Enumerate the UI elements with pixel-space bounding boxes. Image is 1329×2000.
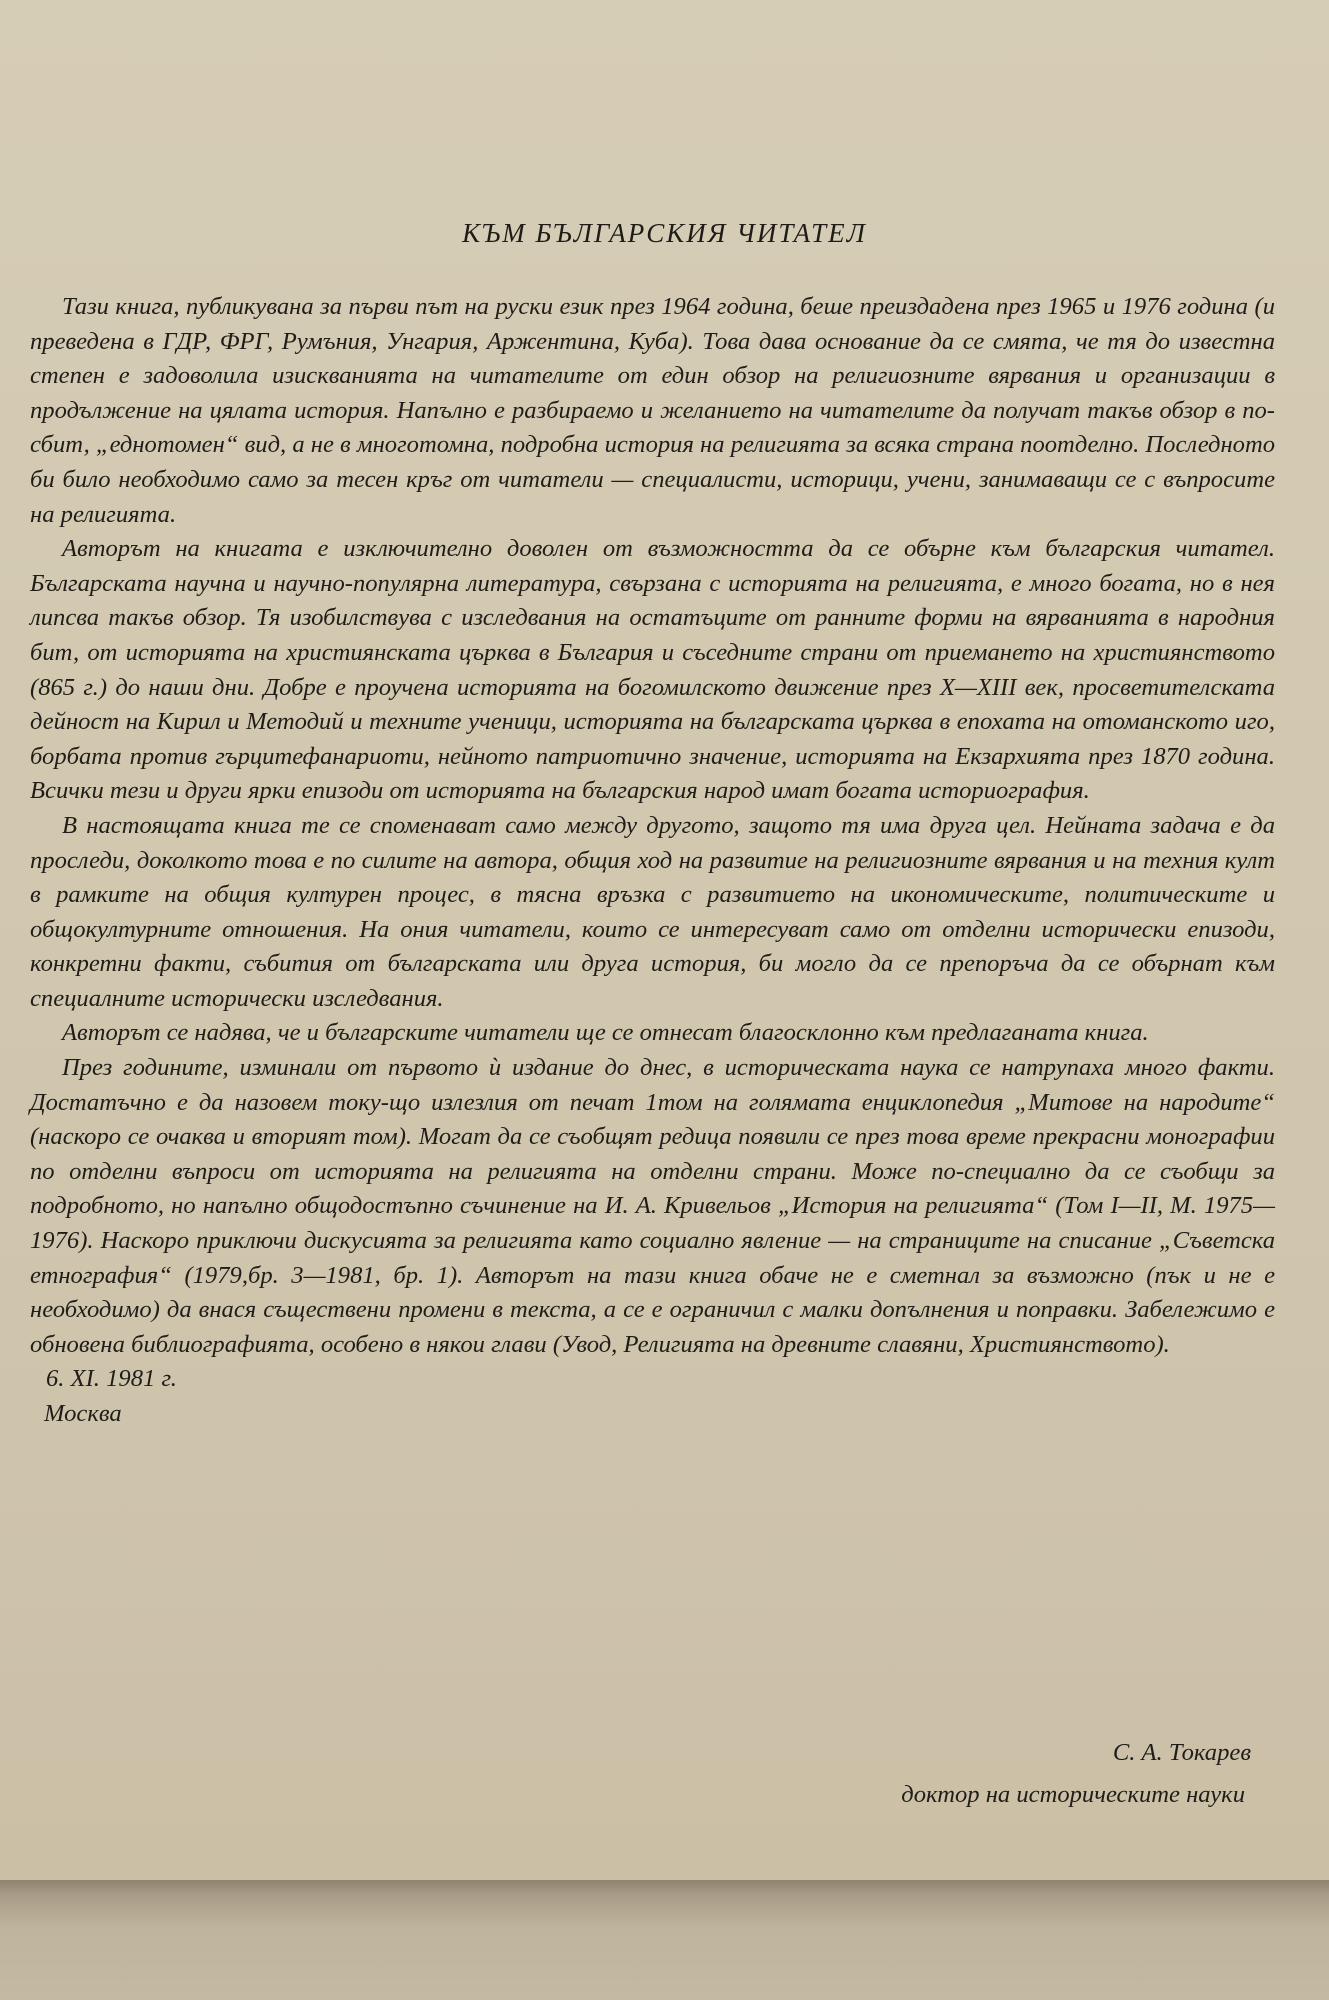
- paragraph-1: Тази книга, публикувана за първи път на руски език през 1964 година, беше преиздадена през 1965 и 1976 година (и преведена в ГДР, ФРГ, Румъния, Унгария, Аржентина, Куба). Това дава основание да се смята, че тя до известна степен е задоволила изискванията на читателите от един обзор на религиозните вярвания и организации в продължение на цялата история. Напълно е разбираемо и желанието на читателите да получат такъв обзор в по-сбит, „еднотомен“ вид, а не в многотомна, подробна история на религията за всяка страна поотделно. Последното би било необходимо само за тесен кръг от читатели — специалисти, историци, учени, занимаващи се с въпросите на религията.: [30, 293, 1275, 528]
- paragraph-3: В настоящата книга те се споменават само между другото, защото тя има друга цел. Нейната задача е да проследи, доколкото това е по силите на автора, общия ход на развитие на религиозните вярвания и на техния култ в рамките на общия културен процес, в тясна връзка с развитието на икономическите, политическите и общокултурните отношения. На ония читатели, които се интересуват само от отделни исторически епизоди, конкретни факти, събития от българската или друга история, би могло да се препоръча да се обърнат към специалните исторически изследвания.: [30, 811, 1275, 1012]
- paragraph-4: Авторът се надява, че и българските читатели ще се отнесат благосклонно към предлаганата книга.: [62, 1019, 1149, 1047]
- page-title: КЪМ БЪЛГАРСКИЯ ЧИТАТЕЛ: [462, 218, 867, 248]
- signature-block: [901, 1732, 1251, 1816]
- author-title: доктор на историческите науки: [901, 1781, 1245, 1808]
- author-name: С. А. Токарев: [1112, 1739, 1251, 1766]
- date-line: 6. XI. 1981 г.: [46, 1365, 177, 1393]
- city-line: Москва: [44, 1400, 122, 1427]
- paragraph-2: Авторът на книгата е изключително доволен от възможността да се обърне към българския читател. Българската научна и научно-популярна литература, свързана с историята на религията, е много богата, но в нея липсва такъв обзор. Тя изобилствува с изследвания на остатъците от ранните форми на вярванията в народния бит, от историята на християнската църква в България и съседните страни от приемането на християнството (865 г.) до наши дни. Добре е проучена историята на богомилското движение през X—XIII век, просветителската дейност на Кирил и Методий и техните ученици, историята на българската църква в епохата на отоманското иго, борбата против гърцитефанариоти, нейното патриотично значение, историята на Екзархията през 1870 година. Всички тези и други ярки епизоди от историята на българския народ имат богата историография.: [30, 535, 1275, 805]
- preface-text: [30, 290, 1275, 1432]
- paragraph-5: През годините, изминали от първото ѝ издание до днес, в историческата наука се натрупаха много факти. Достатъчно е да назовем току-що излезлия от печат 1том на голямата енциклопедия „Митове на народите“ (наскоро се очаква и вторият том). Могат да се съобщят редица появили се през това време прекрасни монографии по отделни въпроси от историята на религията на отделни страни. Може по-специално да се съобщи за подробното, но напълно общодостъпно съчинение на И. А. Кривельов „История на религията“ (Том I—II, М. 1975—1976). Наскоро приключи дискусията за религията като социално явление — на страниците на списание „Съветска етнография“ (1979,бр. 3—1981, бр. 1). Авторът на тази книга обаче не е сметнал за възможно (пък и не е необходимо) да внася съществени промени в текста, а се е ограничил с малки допълнения и поправки. Забележимо е обновена библиографията, особено в някои глави (Увод, Религията на древните славяни, Християнството).: [30, 1054, 1275, 1358]
- page-bottom-edge: [0, 1880, 1329, 2000]
